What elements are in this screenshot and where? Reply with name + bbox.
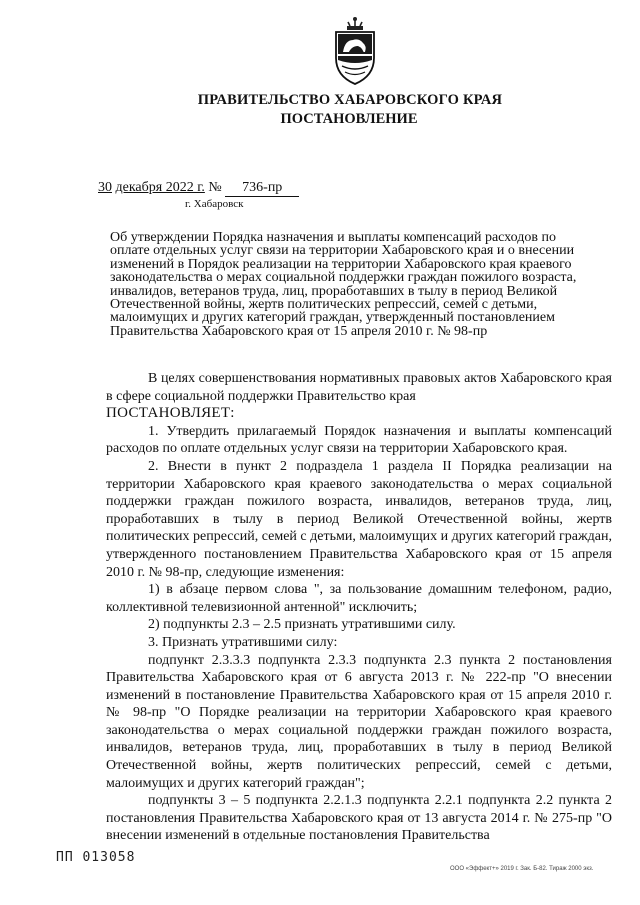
number-sign: № [208,180,222,195]
government-title: ПРАВИТЕЛЬСТВО ХАБАРОВСКОГО КРАЯ [197,92,503,108]
form-serial-number: ПП 013058 [56,850,136,865]
printer-imprint: ООО «Эффект+» 2019 г. Зак. Б-82. Тираж 2000 экз. [450,866,594,872]
decree-word: ПОСТАНОВЛЯЕТ: [106,405,235,422]
item-3-paragraph: 3. Признать утратившими силу: [148,634,338,650]
city-label: г. Хабаровск [185,198,244,210]
subject-line: Об утверждении Порядка назначения и выплаты компенсаций расходов по [110,230,556,245]
coat-of-arms-emblem [333,10,377,86]
subject-line: законодательства о мерах социальной поддержки граждан пожилого возраста, [110,270,577,286]
document-subject [110,231,612,338]
item-3-a-paragraph: подпункт 2.3.3.3 подпункта 2.3.3 подпункта 2.3 пункта 2 постановления Правительства Хабаровского края от 6 августа 2013 г. № 222-пр "О внесении изменений в постановление Правительства Хабаровского края от 15 апреля 2010 г. № 98-пр "О Порядке реализации на территории Хабаровского края краевого законодательства о мерах социальной поддержки граждан пожилого возраста, инвалидов, ветеранов труда, лиц, проработавших в тылу в период Великой Отечественной войны, жертв политических репрессий, семей с детьми, малоимущих и других категорий граждан"; [106,652,612,791]
subject-line: инвалидов, ветеранов труда, лиц, проработавших в тылу в период Великой [110,283,558,299]
decree-day: 30 [98,180,112,195]
decree-number: 736-пр [225,180,299,197]
decree-month-year: декабря 2022 г. [115,180,205,195]
subject-line: Правительства Хабаровского края от 15 апреля 2010 г. № 98-пр [110,323,488,339]
subject-line: оплате отдельных услуг связи на территории Хабаровского края и о внесении [110,243,575,259]
document-body [106,370,612,845]
date-number-line [98,180,299,197]
item-2-2-paragraph: 2) подпункты 2.3 – 2.5 признать утратившими силу. [148,617,456,633]
item-1-paragraph: 1. Утвердить прилагаемый Порядок назначения и выплаты компенсаций расходов по оплате отдельных услуг связи на территории Хабаровского края. [106,423,612,457]
document-type-title: ПОСТАНОВЛЕНИЕ [280,111,418,127]
item-3-b-paragraph: подпункты 3 – 5 подпункта 2.2.1.3 подпункта 2.2.1 подпункта 2.2 пункта 2 постановления Правительства Хабаровского края от 13 августа 2014 г. № 275-пр "О внесении изменений в отдельные постановления Правительства [106,793,612,844]
item-2-1-paragraph: 1) в абзаце первом слова ", за пользование домашним телефоном, радио, коллективной телевизионной антенной" исключить; [106,582,612,615]
subject-line: Отечественной войны, жертв политических репрессий, семей с детьми, [110,297,538,313]
subject-line: малоимущих и других категорий граждан, утвержденный постановлением [110,310,555,326]
subject-line: изменений в Порядок реализации на территории Хабаровского края краевого [110,256,572,272]
preamble-paragraph: В целях совершенствования нормативных правовых актов Хабаровского края в сфере социальной поддержки Правительство края [106,371,612,404]
item-2-paragraph: 2. Внести в пункт 2 подраздела 1 раздела II Порядка реализации на территории Хабаровского края краевого законодательства о мерах социальной поддержки граждан пожилого возраста, инвалидов, ветеранов труда, лиц, проработавших в тылу в период Великой Отечественной войны, жертв политических репрессий, семей с детьми, малоимущих и других категорий граждан, утвержденного постановлением Правительства Хабаровского края от 15 апреля 2010 г. № 98-пр, следующие изменения: [106,458,612,580]
